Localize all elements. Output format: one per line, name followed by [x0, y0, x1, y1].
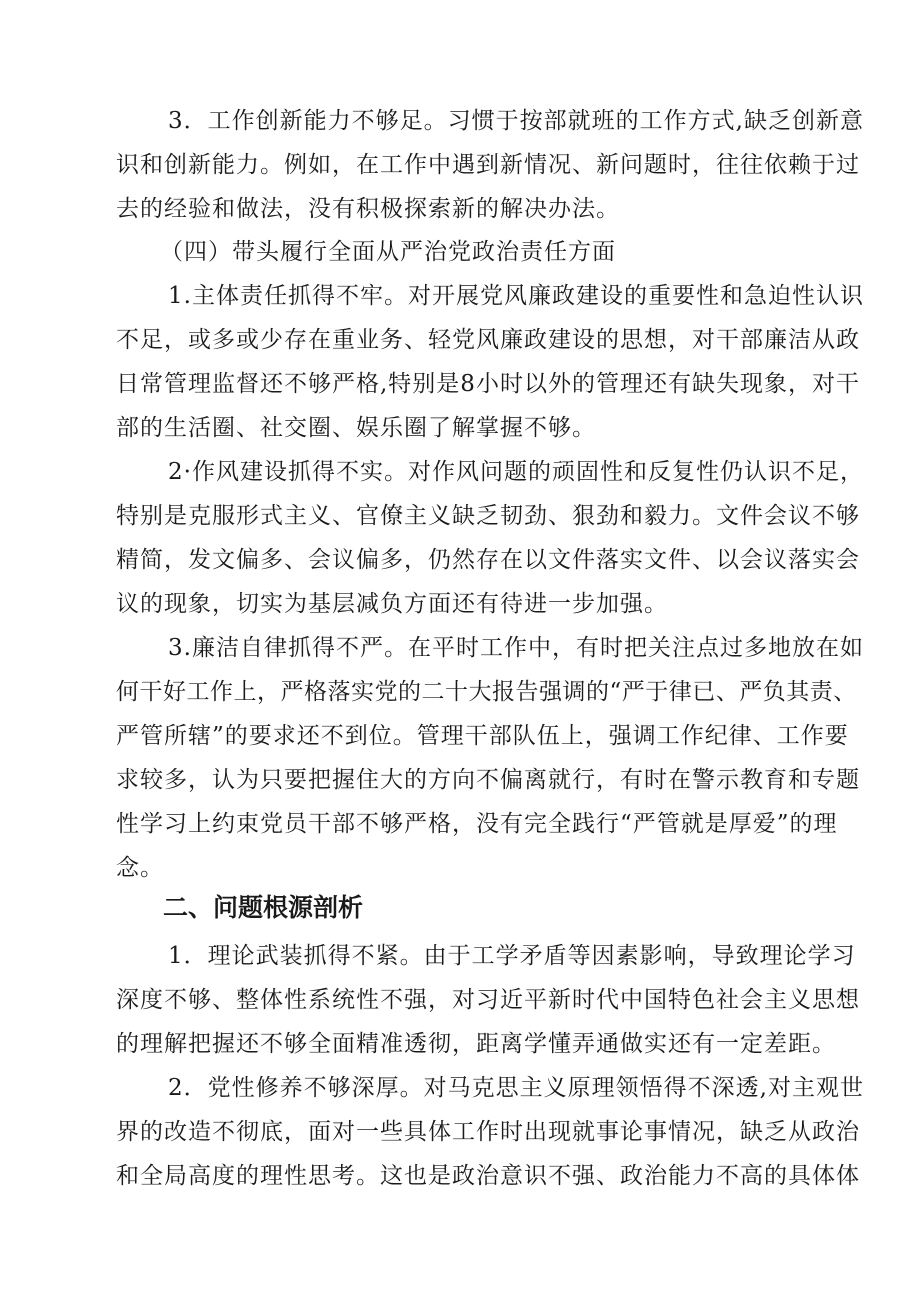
text-line: 界的改造不彻底，面对一些具体工作时出现就事论事情况，缺乏从政治: [116, 1119, 860, 1145]
section-heading: 二、问题根源剖析: [163, 893, 364, 922]
text-line: 深度不够、整体性系统性不强，对习近平新时代中国特色社会主义思想: [116, 987, 860, 1013]
text-line: 性学习上约束党员干部不够严格，没有完全践行“严管就是厚爱”的理: [116, 811, 838, 837]
text-line: 去的经验和做法，没有积极探索新的解决办法。: [116, 196, 620, 222]
text-line: 不足，或多或少存在重业务、轻党风廉政建设的思想，对干部廉洁从政: [116, 327, 860, 353]
text-line: 求较多，认为只要把握住大的方向不偏离就行，有时在警示教育和专题: [116, 767, 860, 793]
text-line: 和全局高度的理性思考。这也是政治意识不强、政治能力不高的具体体: [116, 1163, 860, 1189]
text-line: 1.主体责任抓得不牢。对开展党风廉政建设的重要性和急迫性认识: [168, 283, 864, 309]
text-line: 的理解把握还不够全面精准透彻，距离学懂弄通做实还有一定差距。: [116, 1031, 836, 1057]
text-line: 3．工作创新能力不够足。习惯于按部就班的工作方式,缺乏创新意: [168, 108, 864, 134]
text-line: 特别是克服形式主义、官僚主义缺乏韧劲、狠劲和毅力。文件会议不够: [116, 503, 860, 529]
section-subheading: （四）带头履行全面从严治党政治责任方面: [160, 239, 616, 265]
text-line: 3.廉洁自律抓得不严。在平时工作中，有时把关注点过多地放在如: [168, 635, 864, 661]
text-line: 议的现象，切实为基层减负方面还有待进一步加强。: [116, 591, 668, 617]
text-line: 何干好工作上，严格落实党的二十大报告强调的“严于律已、严负其责、: [116, 679, 857, 705]
text-line: 识和创新能力。例如，在工作中遇到新情况、新问题时，往往依赖于过: [116, 152, 860, 178]
text-line: 念。: [116, 855, 164, 881]
text-line: 日常管理监督还不够严格,特别是8小时以外的管理还有缺失现象，对干: [116, 371, 860, 397]
text-line: 2·作风建设抓得不实。对作风问题的顽固性和反复性仍认识不足，: [168, 459, 864, 485]
text-line: 严管所辖”的要求还不到位。管理干部队伍上，强调工作纪律、工作要: [116, 723, 849, 749]
text-line: 2．党性修养不够深厚。对马克思主义原理领悟得不深透,对主观世: [168, 1075, 864, 1101]
text-line: 精简，发文偏多、会议偏多，仍然存在以文件落实文件、以会议落实会: [116, 547, 860, 573]
text-line: 1．理论武装抓得不紧。由于工学矛盾等因素影响，导致理论学习: [168, 943, 856, 969]
text-line: 部的生活圈、社交圈、娱乐圈了解掌握不够。: [116, 415, 596, 441]
